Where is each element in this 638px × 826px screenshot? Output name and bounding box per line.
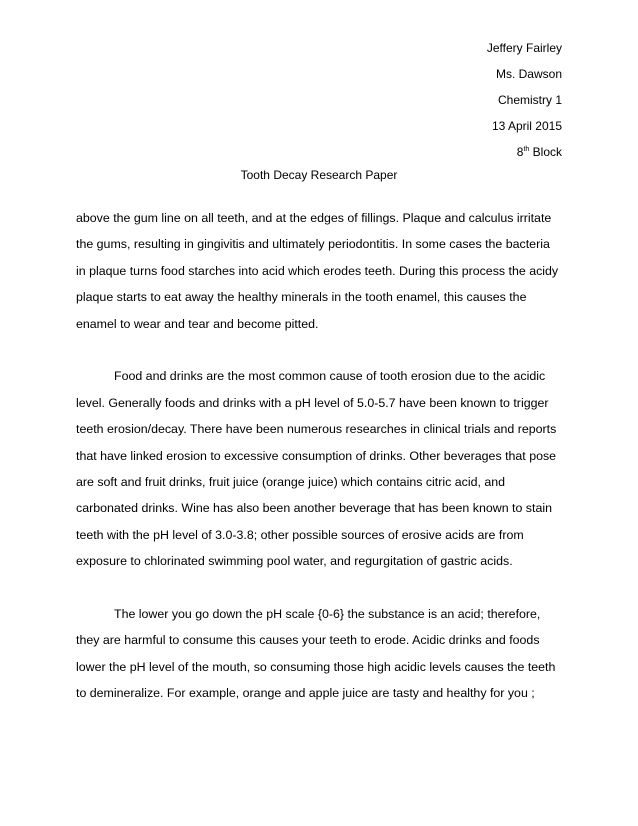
text-line: teeth erosion/decay. There have been numerous researches in clinical trials and reports [76, 422, 557, 437]
text-line: lower the pH level of the mouth, so consuming those high acidic levels causes the teeth [76, 659, 556, 674]
text-line: in plaque turns food starches into acid which erodes teeth. During this process the acidy [76, 263, 559, 278]
text-line: The lower you go down the pH scale {0-6} the substance is an acid; therefore, [114, 607, 541, 622]
author-name: Jeffery Fairley [486, 41, 562, 55]
text-line: to demineralize. For example, orange and apple juice are tasty and healthy for you ; [76, 686, 535, 701]
text-line: Food and drinks are the most common cause of tooth erosion due to the acidic [114, 369, 546, 384]
course-name: Chemistry 1 [497, 93, 562, 107]
text-line: exposure to chlorinated swimming pool water, and regurgitation of gastric acids. [76, 554, 513, 569]
paragraph-1 [76, 205, 576, 337]
text-line: level. Generally foods and drinks with a pH level of 5.0-5.7 have been known to trigger [76, 395, 549, 410]
text-line: that have linked erosion to excessive consumption of drinks. Other beverages that pose [76, 448, 557, 463]
text-line: above the gum line on all teeth, and at the edges of fillings. Plaque and calculus irritate [76, 211, 552, 225]
paragraph-3 [76, 601, 576, 707]
teacher-name: Ms. Dawson [495, 67, 562, 81]
paper-title: Tooth Decay Research Paper [240, 168, 398, 182]
paragraph-2 [76, 363, 576, 574]
block-word: Block [532, 145, 562, 159]
text-line: plaque starts to eat away the healthy minerals in the tooth enamel, this causes the [76, 290, 527, 305]
block-number: 8 [516, 145, 524, 159]
header-block [487, 35, 562, 165]
text-line: are soft and fruit drinks, fruit juice (orange juice) which contains citric acid, and [76, 475, 506, 490]
text-line: teeth with the pH level of 3.0-3.8; other possible sources of erosive acids are from [76, 527, 524, 542]
paper-body [76, 205, 576, 733]
text-line: enamel to wear and tear and become pitted. [76, 316, 319, 331]
text-line: they are harmful to consume this causes your teeth to erode. Acidic drinks and foods [76, 633, 540, 648]
paper-date: 13 April 2015 [491, 119, 562, 133]
block-suffix: th [523, 146, 530, 153]
text-line: carbonated drinks. Wine has also been another beverage that has been known to stain [76, 501, 552, 516]
text-line: the gums, resulting in gingivitis and ultimately periodontitis. In some cases the bacteria [76, 237, 550, 252]
class-block [487, 139, 562, 165]
